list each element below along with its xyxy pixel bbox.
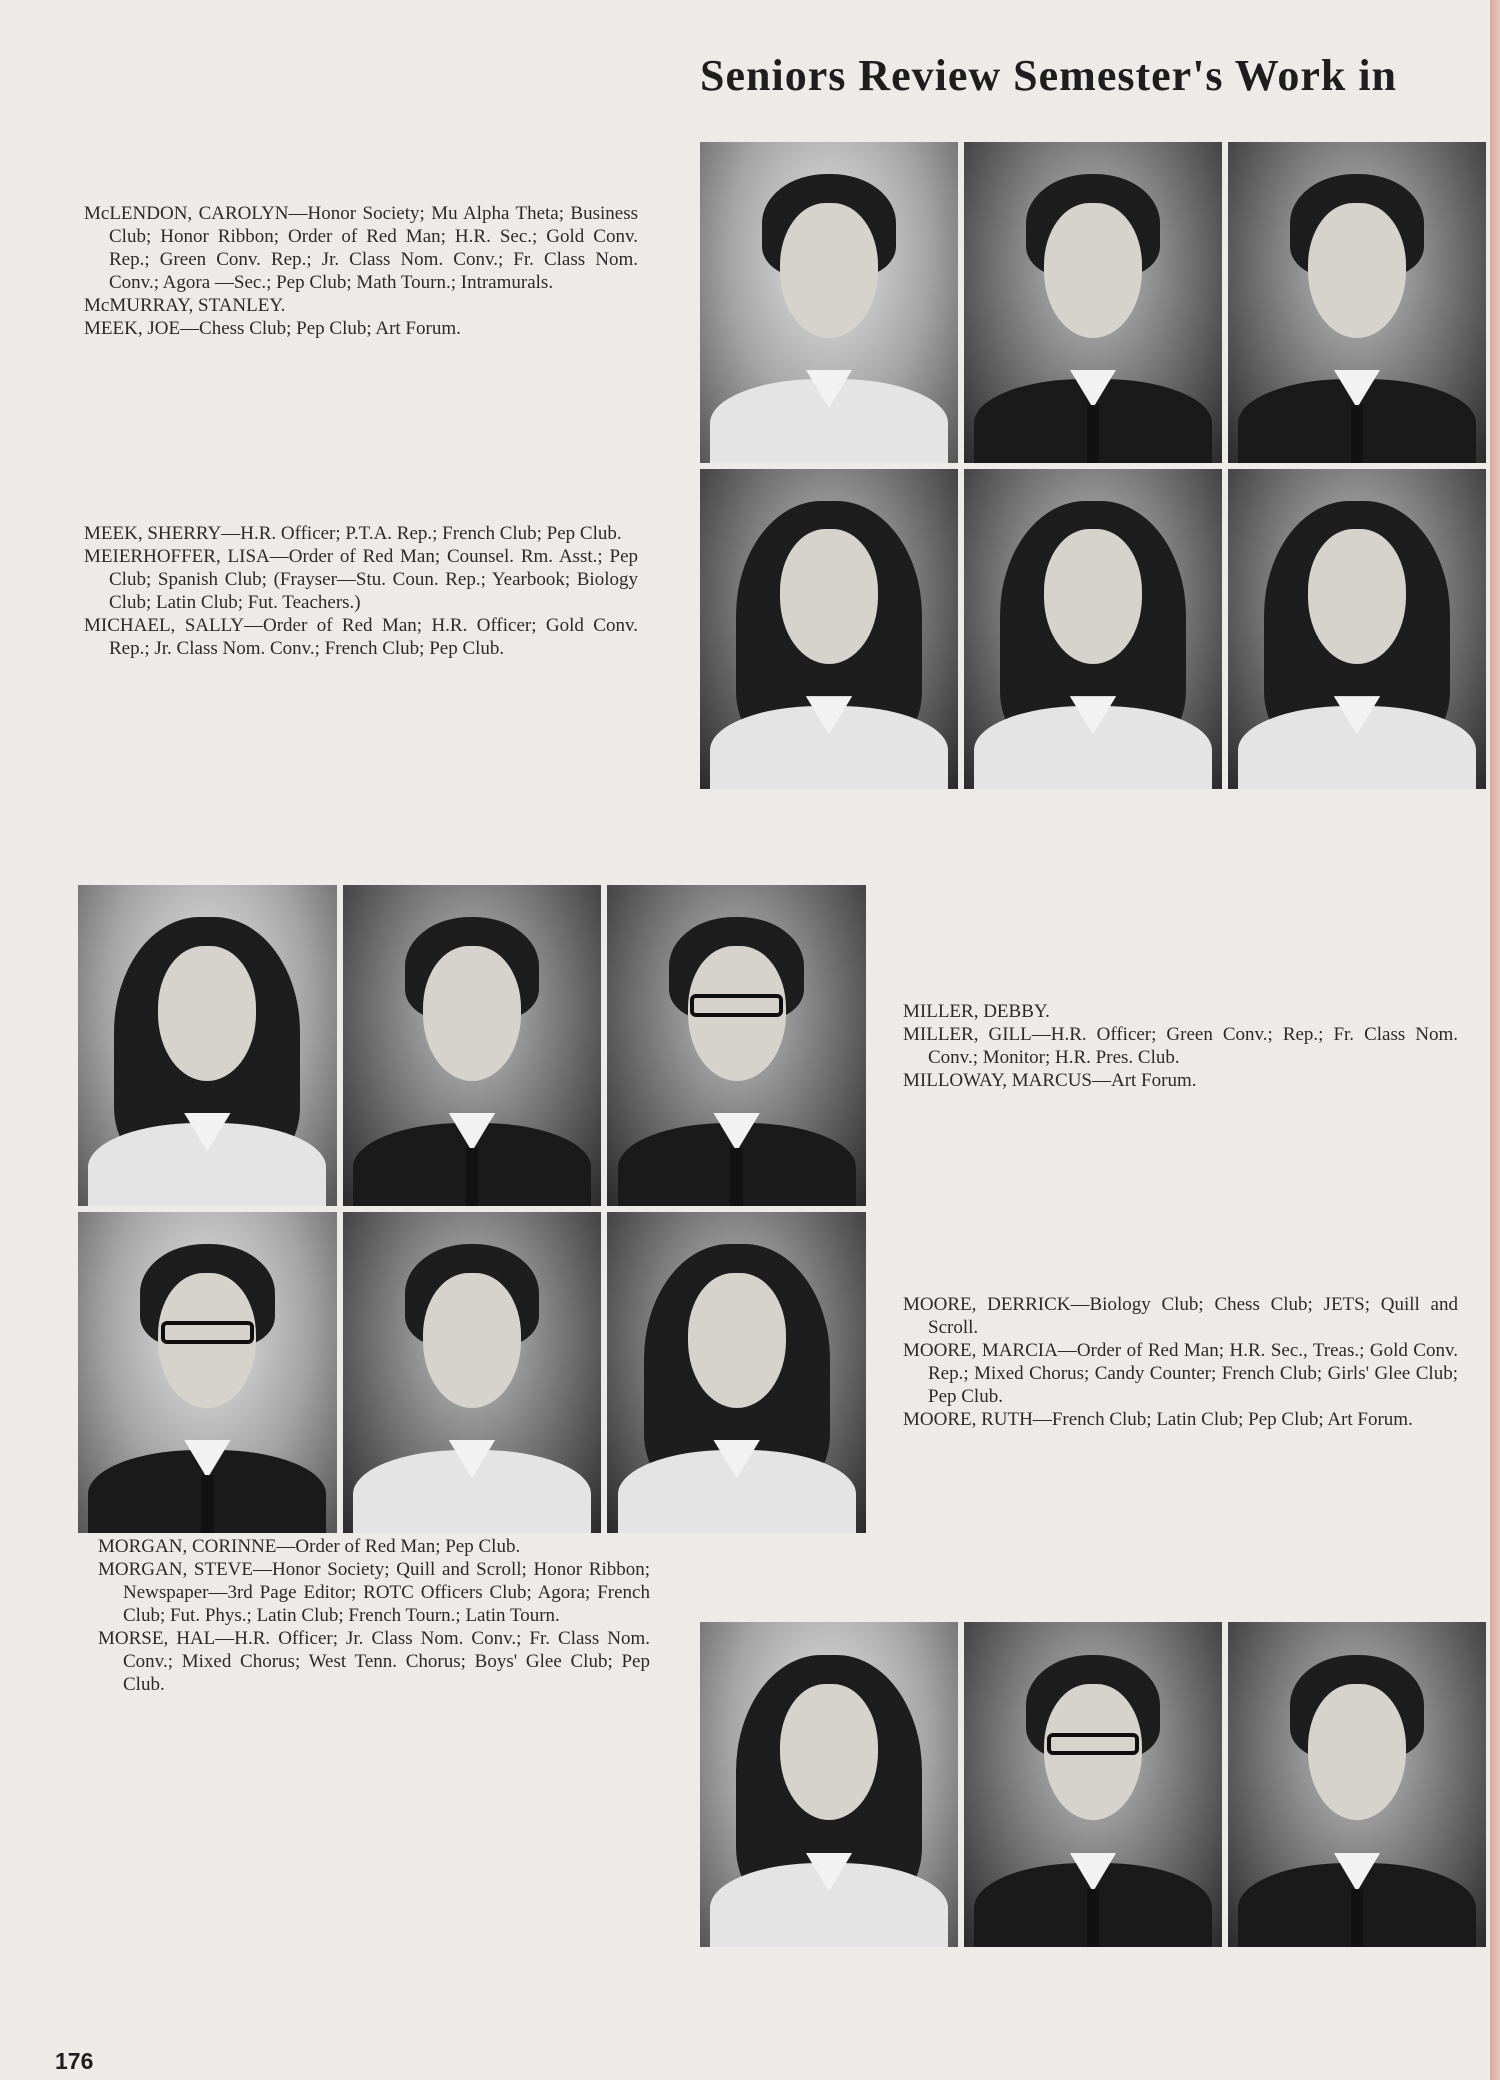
caption-entry: MORGAN, STEVE—Honor Society; Quill and Scroll; Honor Ribbon; Newspaper—3rd Page Editor; ROTC Officers Club; Agora; French Club; Fut. Phys.; Latin Club; French Tourn.; Latin Tourn. — [98, 1559, 650, 1626]
caption-entry: MORGAN, CORINNE—Order of Red Man; Pep Club. — [98, 1536, 521, 1557]
portrait-photo — [1228, 142, 1486, 463]
portrait-photo — [78, 885, 337, 1206]
portrait-photo — [964, 142, 1222, 463]
caption-block — [903, 1000, 1458, 1092]
portrait-grid — [78, 885, 866, 1533]
portrait-photo — [607, 885, 866, 1206]
caption-entry: MOORE, MARCIA—Order of Red Man; H.R. Sec., Treas.; Gold Conv. Rep.; Mixed Chorus; Candy Counter; French Club; Girls' Glee Club; Pep Club. — [903, 1340, 1458, 1407]
page-title: Seniors Review Semester's Work in — [700, 51, 1398, 100]
caption-block — [84, 202, 638, 340]
caption-entry: MOORE, DERRICK—Biology Club; Chess Club; JETS; Quill and Scroll. — [903, 1294, 1458, 1338]
portrait-photo — [1228, 1622, 1486, 1947]
caption-entry: MEEK, SHERRY—H.R. Officer; P.T.A. Rep.; French Club; Pep Club. — [84, 523, 622, 544]
caption-entry: MOORE, RUTH—French Club; Latin Club; Pep Club; Art Forum. — [903, 1409, 1413, 1430]
caption-entry: MILLOWAY, MARCUS—Art Forum. — [903, 1070, 1197, 1091]
portrait-photo — [964, 1622, 1222, 1947]
portrait-photo — [343, 885, 602, 1206]
caption-entry: MILLER, DEBBY. — [903, 1001, 1050, 1022]
portrait-grid — [700, 1622, 1486, 1947]
portrait-photo — [1228, 469, 1486, 790]
caption-entry: MEEK, JOE—Chess Club; Pep Club; Art Forum. — [84, 318, 461, 339]
caption-block — [98, 1535, 650, 1696]
portrait-photo — [700, 1622, 958, 1947]
portrait-photo — [343, 1212, 602, 1533]
page-number: 176 — [55, 2048, 94, 2074]
portrait-photo — [78, 1212, 337, 1533]
portrait-photo — [964, 469, 1222, 790]
caption-entry: McLENDON, CAROLYN—Honor Society; Mu Alpha Theta; Business Club; Honor Ribbon; Order of Red Man; H.R. Sec.; Gold Conv. Rep.; Green Conv. Rep.; Jr. Class Nom. Conv.; Fr. Class Nom. Conv.; Agora —Sec.; Pep Club; Math Tourn.; Intramurals. — [84, 203, 638, 293]
portrait-photo — [700, 142, 958, 463]
caption-entry: MILLER, GILL—H.R. Officer; Green Conv.; Rep.; Fr. Class Nom. Conv.; Monitor; H.R. Pres. Club. — [903, 1024, 1458, 1068]
portrait-photo — [607, 1212, 866, 1533]
portrait-photo — [700, 469, 958, 790]
caption-entry: MICHAEL, SALLY—Order of Red Man; H.R. Officer; Gold Conv. Rep.; Jr. Class Nom. Conv.; French Club; Pep Club. — [84, 615, 638, 659]
portrait-grid — [700, 142, 1486, 789]
caption-block — [84, 522, 638, 660]
caption-block — [903, 1293, 1458, 1431]
caption-entry: MORSE, HAL—H.R. Officer; Jr. Class Nom. Conv.; Fr. Class Nom. Conv.; Mixed Chorus; West Tenn. Chorus; Boys' Glee Club; Pep Club. — [98, 1628, 650, 1695]
caption-entry: MEIERHOFFER, LISA—Order of Red Man; Counsel. Rm. Asst.; Pep Club; Spanish Club; (Frayser—Stu. Coun. Rep.; Yearbook; Biology Club; Latin Club; Fut. Teachers.) — [84, 546, 638, 613]
page-edge — [1490, 0, 1500, 2080]
caption-entry: McMURRAY, STANLEY. — [84, 295, 286, 316]
